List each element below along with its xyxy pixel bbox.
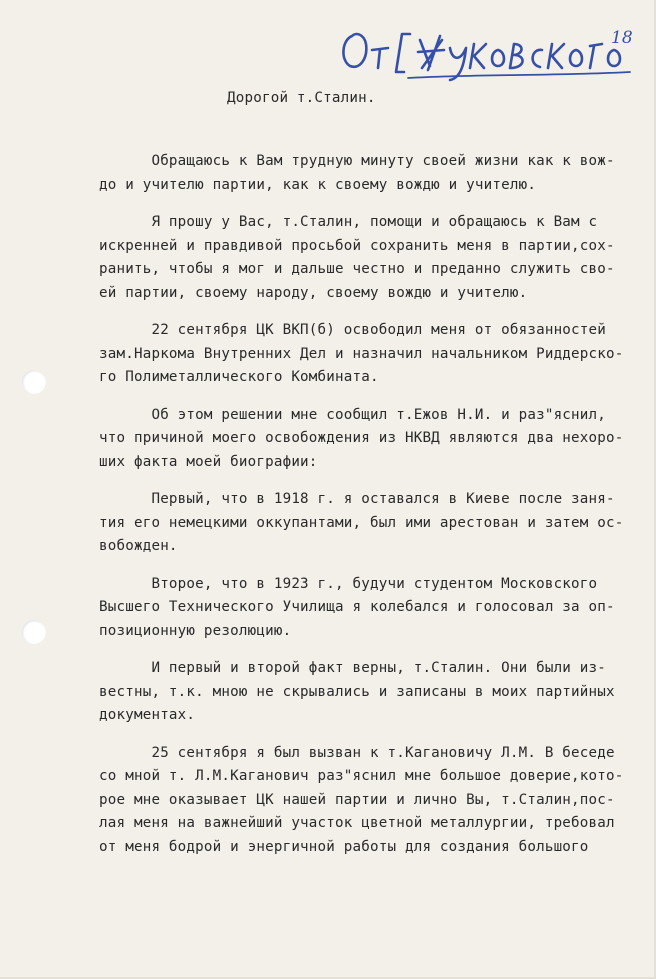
text-line: ей партии, своему народу, своему вождю и учителю. [99, 284, 528, 301]
text-line: лая меня на важнейший участок цветной металлургии, требовал [99, 815, 615, 831]
text-line: документах. [99, 707, 196, 723]
handwritten-note-signature [338, 22, 638, 82]
text-line: Второе, что в 1923 г., будучи студентом Московского [99, 575, 598, 592]
text-line: зам.Наркома Внутренних Дел и назначил начальником Риддерско- [99, 345, 624, 362]
text-line: от меня бодрой и энергичной работы для создания большого [99, 838, 589, 855]
letter-body [99, 150, 639, 873]
paragraph [99, 319, 639, 390]
text-line: Высшего Технического Училища я колебался и голосовал за оп- [99, 599, 615, 615]
text-line: вестны, т.к. мною не скрывались и записаны в моих партийных [99, 683, 615, 700]
text-line: И первый и второй факт верны, т.Сталин. Они были из- [99, 660, 607, 676]
text-line: что причиной моего освобождения из НКВД являются два нехоро- [99, 430, 624, 446]
text-line: до и учителю партии, как к своему вождю и учителю. [99, 176, 537, 193]
text-line: искренней и правдивой просьбой сохранить меня в партии,сох- [99, 237, 615, 254]
paragraph [99, 657, 639, 728]
text-line: со мной т. Л.М.Каганович раз"яснил мне большое доверие,кото- [99, 768, 624, 784]
paragraph [99, 573, 639, 644]
text-line: Первый, что в 1918 г. я оставался в Киеве после заня- [99, 491, 615, 507]
text-line: Обращаюсь к Вам трудную минуту своей жизни как к вож- [99, 153, 615, 169]
text-line: Об этом решении мне сообщил т.Ежов Н.И. и раз"яснил, [99, 406, 607, 423]
salutation: Дорогой т.Сталин. [227, 90, 376, 106]
paragraph [99, 488, 639, 559]
text-line: ранить, чтобы я мог и дальше честно и преданно служить сво- [99, 261, 615, 277]
text-line: вобожден. [99, 538, 178, 554]
paragraph [99, 150, 639, 197]
text-line: го Полиметаллического Комбината. [99, 369, 379, 385]
paragraph [99, 742, 639, 860]
text-line: Я прошу у Вас, т.Сталин, помощи и обращаюсь к Вам с [99, 214, 598, 230]
text-line: 22 сентября ЦК ВКП(б) освободил меня от обязанностей [99, 322, 607, 338]
text-line: ших факта моей биографии: [99, 453, 318, 470]
paragraph [99, 404, 639, 475]
punch-hole-upper [22, 370, 46, 394]
text-line: рое мне оказывает ЦК нашей партии и лично Вы, т.Сталин,пос- [99, 791, 615, 808]
text-line: позиционную резолюцию. [99, 622, 292, 639]
text-line: 25 сентября я был вызван к т.Кагановичу Л.М. В беседе [99, 744, 615, 761]
text-line: тия его немецкими оккупантами, был ими арестован и затем ос- [99, 514, 624, 531]
paragraph [99, 211, 639, 305]
page-number: 18 [611, 28, 633, 48]
punch-hole-lower [22, 620, 46, 644]
